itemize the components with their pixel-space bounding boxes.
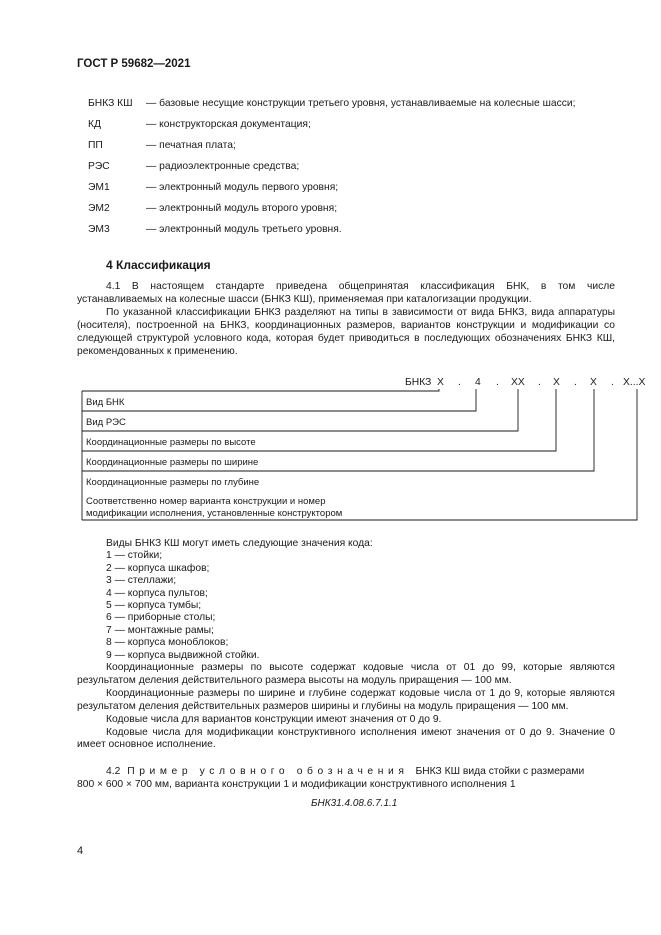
rule-width-depth: Координационные размеры по ширине и глубине содержат кодовые числа от 1 до 9, которые являются результатом деления действительных размеров ширины и глубины на модуль приращения — 100 мм.	[77, 687, 615, 712]
abbreviation-definition: — электронный модуль второго уровня;	[146, 203, 338, 214]
abbreviation-definition: — базовые несущие конструкции третьего уровня, устанавливаемые на колесные шасси;	[146, 98, 576, 109]
abbreviation: ПП	[88, 140, 103, 151]
kinds-list	[106, 538, 373, 662]
label-kind-bnk: Вид БНК	[86, 397, 125, 408]
list-item: 3 — стеллажи;	[106, 575, 177, 587]
list-item: 9 — корпуса выдвижной стойки.	[106, 649, 260, 661]
list-item: 5 — корпуса тумбы;	[106, 600, 202, 612]
paragraph-4-1: 4.1 В настоящем стандарте приведена общепринятая классификация БНК, в том числе устанавливаемых на колесные шасси (БНКЗ КШ), применяемая при каталогизации продукции.	[77, 281, 615, 305]
code-separator: .	[538, 377, 541, 388]
paragraph-classification: По указанной классификации БНКЗ разделяют на типы в зависимости от вида БНКЗ, вида аппаратуры (носителя), построенной на БНКЗ, координационных размеров, вариантов конструкции и модификации со следующей структурой условного кода, которая будет приводиться в последующих обозначениях БНКЗ КШ, рекомендованных к применению.	[77, 306, 615, 357]
code-prefix: БНКЗ	[405, 377, 432, 388]
kinds-intro: Виды БНКЗ КШ могут иметь следующие значения кода:	[106, 538, 373, 549]
abbreviation-definition: — радиоэлектронные средства;	[146, 161, 300, 172]
list-item: 6 — приборные столы;	[106, 612, 216, 624]
connector-line-height	[82, 389, 518, 431]
abbreviation: ЭМ2	[88, 203, 110, 214]
example-code: БНК31.4.08.6.7.1.1	[311, 798, 398, 809]
label-height: Координационные размеры по высоте	[86, 437, 256, 448]
example-number: 4.2	[106, 766, 121, 777]
code-separator: .	[574, 377, 577, 388]
section-heading: 4 Классификация	[106, 258, 211, 272]
code-part: XX	[511, 377, 525, 388]
label-depth: Координационные размеры по глубине	[86, 477, 260, 488]
rule-height: Координационные размеры по высоте содержат кодовые числа от 01 до 99, которые являются результатом деления действительного размера высоты на модуль приращения — 100 мм.	[77, 662, 615, 686]
label-variant-line2: модификации исполнения, установленные конструктором	[86, 508, 343, 519]
document-header: ГОСТ Р 59682—2021	[77, 58, 191, 70]
abbreviation-definition: — электронный модуль третьего уровня.	[146, 224, 342, 235]
page-number: 4	[77, 845, 84, 857]
abbreviation: ЭМ1	[88, 182, 110, 193]
rules-text	[77, 662, 615, 752]
abbreviation: РЭС	[88, 161, 110, 172]
list-item: 4 — корпуса пультов;	[106, 587, 208, 599]
rule-variants: Кодовые числа для вариантов конструкции имеют значения от 0 до 9.	[106, 713, 442, 725]
code-part: X	[590, 377, 597, 388]
connector-line-res	[82, 389, 476, 411]
example-text: БНКЗ КШ вида стойки с размерами	[415, 766, 585, 777]
code-part: 4	[475, 377, 481, 388]
code-part: X	[553, 377, 560, 388]
abbreviation-definition: — печатная плата;	[146, 140, 236, 151]
code-separator: .	[496, 377, 499, 388]
list-item: 1 — стойки;	[106, 550, 163, 562]
label-variant-line1: Соответственно номер варианта конструкции и номер	[86, 496, 326, 507]
example-text-line2: 800 × 600 × 700 мм, варианта конструкции 1 и модификации конструктивного исполнения 1	[77, 778, 516, 790]
code-separator: .	[458, 377, 461, 388]
abbreviation: ЭМ3	[88, 224, 110, 235]
abbreviation-definition: — конструкторская документация;	[146, 119, 311, 130]
code-separator: .	[611, 377, 614, 388]
abbreviation-definition: — электронный модуль первого уровня;	[146, 182, 339, 193]
abbreviation: КД	[88, 119, 101, 130]
label-kind-res: Вид РЭС	[86, 417, 126, 428]
connector-line-kind	[82, 389, 439, 391]
abbreviation: БНКЗ КШ	[88, 98, 133, 109]
example-paragraph	[77, 766, 615, 792]
label-width: Координационные размеры по ширине	[86, 457, 259, 468]
list-item: 7 — монтажные рамы;	[106, 624, 214, 636]
example-spaced-heading: Пример условного обозначения	[127, 766, 409, 777]
list-item: 8 — корпуса моноблоков;	[106, 637, 229, 649]
list-item: 2 — корпуса шкафов;	[106, 562, 210, 574]
rule-modifications: Кодовые числа для модификации конструктивного исполнения имеют значения от 0 до 9. Значение 0 имеет основное исполнение.	[77, 726, 615, 751]
code-part: X...X	[623, 377, 646, 388]
code-part: X	[437, 377, 444, 388]
